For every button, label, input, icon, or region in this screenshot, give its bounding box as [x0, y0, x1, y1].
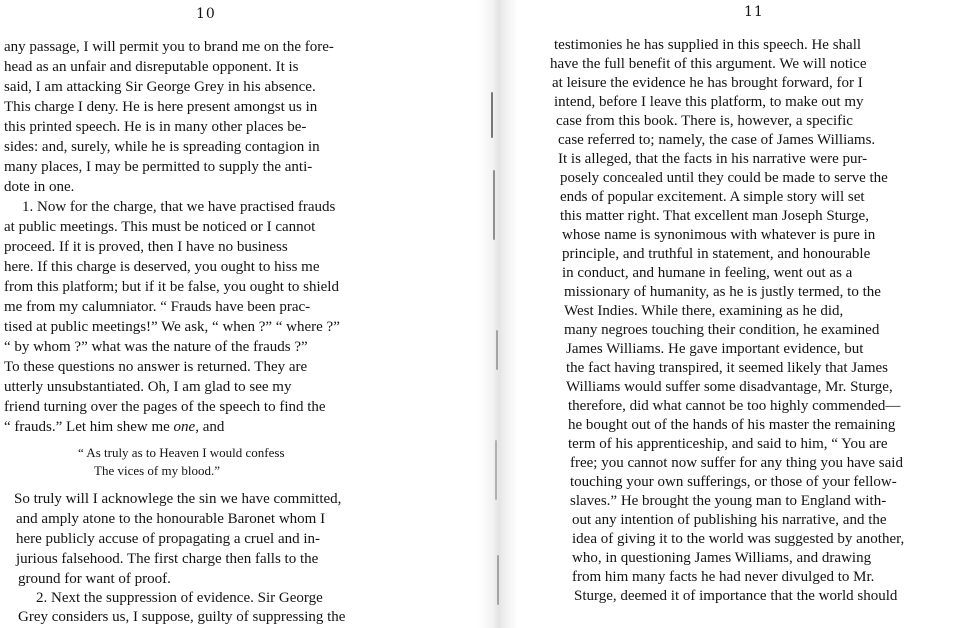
- text-line: here. If this charge is deserved, you ought to hiss me: [4, 259, 320, 275]
- text-line: in conduct, and humane in feeling, went out as a: [562, 265, 853, 281]
- text-line: principle, and truthful in statement, and honourable: [562, 246, 871, 262]
- text-line: ends of popular excitement. A simple story will set: [560, 189, 865, 205]
- text-line: jurious falsehood. The first charge then falls to the: [16, 551, 319, 567]
- book-gutter: [478, 0, 518, 628]
- text-line: free; you cannot now suffer for any thing you have said: [570, 455, 903, 471]
- text-line: [4, 418, 224, 436]
- text-line: tised at public meetings!” We ask, “ when ?” “ where ?”: [4, 319, 340, 335]
- text-line: from this platform; but if it be false, you ought to shield: [4, 279, 339, 295]
- italic-word: one,: [173, 419, 199, 435]
- text-line: head as an unfair and disreputable opponent. It is: [4, 59, 299, 75]
- text-line: many places, I may be permitted to supply the anti-: [4, 159, 313, 175]
- text-segment: “ frauds.” Let him shew me: [4, 419, 170, 435]
- text-line: 2. Next the suppression of evidence. Sir George: [36, 590, 323, 606]
- text-line: friend turning over the pages of the speech to find the: [4, 399, 326, 415]
- page-number: 10: [196, 6, 216, 22]
- text-line: term of his apprenticeship, and said to him, “ You are: [568, 436, 888, 452]
- text-line: West Indies. While there, examining as he did,: [564, 303, 844, 319]
- text-line: “ by whom ?” what was the nature of the frauds ?”: [4, 339, 308, 355]
- text-line: case referred to; namely, the case of James Williams.: [558, 132, 876, 148]
- text-line: posely concealed until they could be made to serve the: [560, 170, 888, 186]
- text-line: here publicly accuse of propagating a cruel and in-: [16, 531, 321, 547]
- text-line: Sturge, deemed it of importance that the world should: [574, 588, 898, 604]
- text-line: Grey considers us, I suppose, guilty of suppressing the: [18, 609, 346, 625]
- text-line: he bought out of the hands of his master the remaining: [568, 417, 896, 433]
- text-segment: and: [198, 419, 225, 435]
- text-line: and amply atone to the honourable Baronet whom I: [16, 511, 326, 527]
- text-line: Williams would suffer some disadvantage, Mr. Sturge,: [566, 379, 893, 395]
- text-line: many negroes touching their condition, he examined: [564, 322, 880, 338]
- text-line: from him many facts he had never divulged to Mr.: [572, 569, 875, 585]
- text-line: 1. Now for the charge, that we have practised frauds: [22, 199, 336, 215]
- text-line: It is alleged, that the facts in his narrative were pur-: [558, 151, 868, 167]
- text-line: missionary of humanity, as he is justly termed, to the: [564, 284, 881, 300]
- text-line: intend, before I leave this platform, to make out my: [554, 94, 864, 110]
- text-line: this printed speech. He is in many other places be-: [4, 119, 307, 135]
- text-line: said, I am attacking Sir George Grey in his absence.: [4, 79, 316, 95]
- text-line: any passage, I will permit you to brand me on the fore-: [4, 39, 334, 55]
- verse-quote-line: “ As truly as to Heaven I would confess: [78, 445, 285, 460]
- text-line: James Williams. He gave important evidence, but: [566, 341, 864, 357]
- gutter-stain: [491, 92, 493, 138]
- text-line: sides: and, surely, while he is spreading contagion in: [4, 139, 320, 155]
- text-line: touching your own sufferings, or those of your fellow-: [570, 474, 897, 490]
- text-line: therefore, did what cannot be too highly commended—: [568, 398, 901, 414]
- text-line: the fact having transpired, it seemed likely that James: [566, 360, 888, 376]
- text-line: out any intention of publishing his narrative, and the: [572, 512, 887, 528]
- page-number: 11: [744, 4, 764, 20]
- text-line: ground for want of proof.: [18, 571, 171, 587]
- text-line: So truly will I acknowlege the sin we have committed,: [14, 491, 342, 507]
- text-line: who, in questioning James Williams, and drawing: [572, 550, 872, 566]
- text-line: whose name is synonimous with whatever is pure in: [562, 227, 876, 243]
- text-line: this matter right. That excellent man Joseph Sturge,: [560, 208, 869, 224]
- text-line: case from this book. There is, however, a specific: [556, 113, 853, 129]
- gutter-stain: [495, 440, 497, 500]
- text-line: dote in one.: [4, 179, 75, 195]
- text-line: testimonies he has supplied in this speech. He shall: [554, 37, 862, 53]
- left-page: [0, 0, 470, 628]
- text-line: idea of giving it to the world was suggested by another,: [572, 531, 905, 547]
- text-line: me from my calumniator. “ Frauds have been prac-: [4, 299, 311, 315]
- gutter-stain: [496, 330, 498, 370]
- gutter-stain: [497, 555, 499, 605]
- right-page: [520, 0, 980, 628]
- gutter-stain: [493, 170, 495, 240]
- text-line: slaves.” He brought the young man to England with-: [570, 493, 887, 509]
- text-line: proceed. If it is proved, then I have no business: [4, 239, 288, 255]
- verse-quote-line: The vices of my blood.”: [94, 463, 220, 478]
- text-line: To these questions no answer is returned. They are: [4, 359, 308, 375]
- text-line: at leisure the evidence he has brought forward, for I: [552, 75, 863, 91]
- text-line: utterly unsubstantiated. Oh, I am glad to see my: [4, 379, 292, 395]
- text-line: This charge I deny. He is here present amongst us in: [4, 99, 318, 115]
- text-line: have the full benefit of this argument. We will notice: [550, 56, 867, 72]
- text-line: at public meetings. This must be noticed or I cannot: [4, 219, 316, 235]
